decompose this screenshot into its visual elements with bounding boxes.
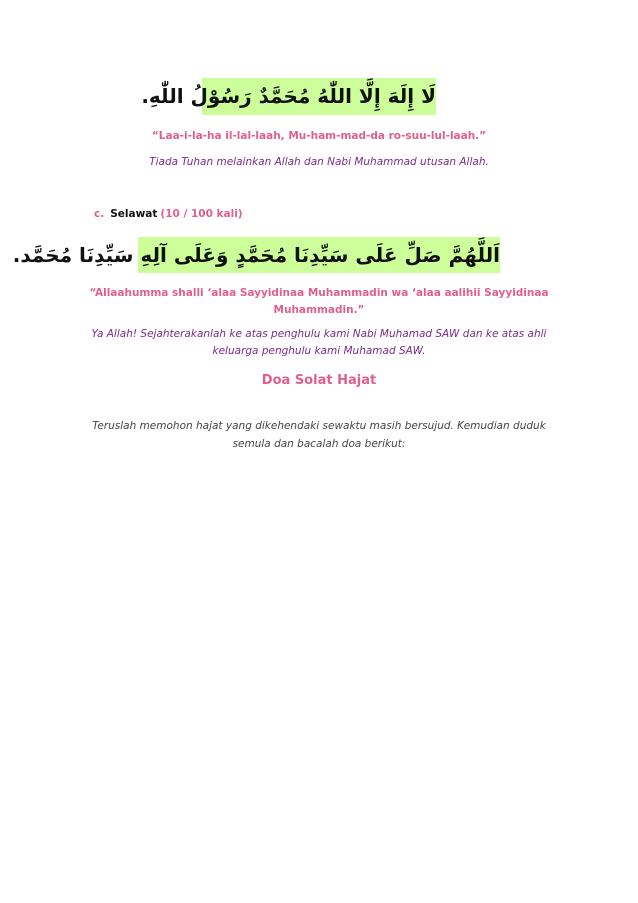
selawat-transliteration-line-2: Muhammadin.” [273, 304, 365, 316]
selawat-list-marker: c. [94, 208, 105, 220]
selawat-count: (10 / 100 kali) [160, 208, 243, 220]
doa-hajat-instruction-line-2: semula dan bacalah doa berikut: [232, 438, 406, 450]
selawat-label: Selawat [110, 208, 158, 220]
shahadah-translation: Tiada Tuhan melainkan Allah dan Nabi Muhammad utusan Allah. [149, 156, 489, 168]
selawat-arabic-text: اَللَّهُمَّ صَلِّ عَلَى سَيِّدِنَا مُحَمَّدٍ وَعَلَى آلِهِ سَيِّدِنَا مُحَمَّد. [138, 237, 500, 273]
shahadah-transliteration: “Laa-i-la-ha il-lal-laah, Mu-ham-mad-da ro-suu-lul-laah.” [151, 130, 487, 142]
selawat-translation-line-2: keluarga penghulu kami Muhamad SAW. [212, 345, 426, 357]
selawat-heading [94, 208, 243, 220]
selawat-transliteration-line-1: “Allaahumma shalli ‘alaa Sayyidinaa Muhammadin wa ‘alaa aalihii Sayyidinaa [89, 287, 549, 299]
shahadah-arabic-text: لَا إِلَهَ إِلَّا اللّٰهُ مُحَمَّدٌ رَسُوْلُ اللّٰهِ. [202, 78, 436, 115]
doa-hajat-heading: Doa Solat Hajat [261, 373, 377, 388]
selawat-translation-line-1: Ya Allah! Sejahterakanlah ke atas penghulu kami Nabi Muhamad SAW dan ke atas ahli [91, 328, 547, 340]
doa-hajat-instruction-line-1: Teruslah memohon hajat yang dikehendaki sewaktu masih bersujud. Kemudian duduk [92, 420, 546, 432]
